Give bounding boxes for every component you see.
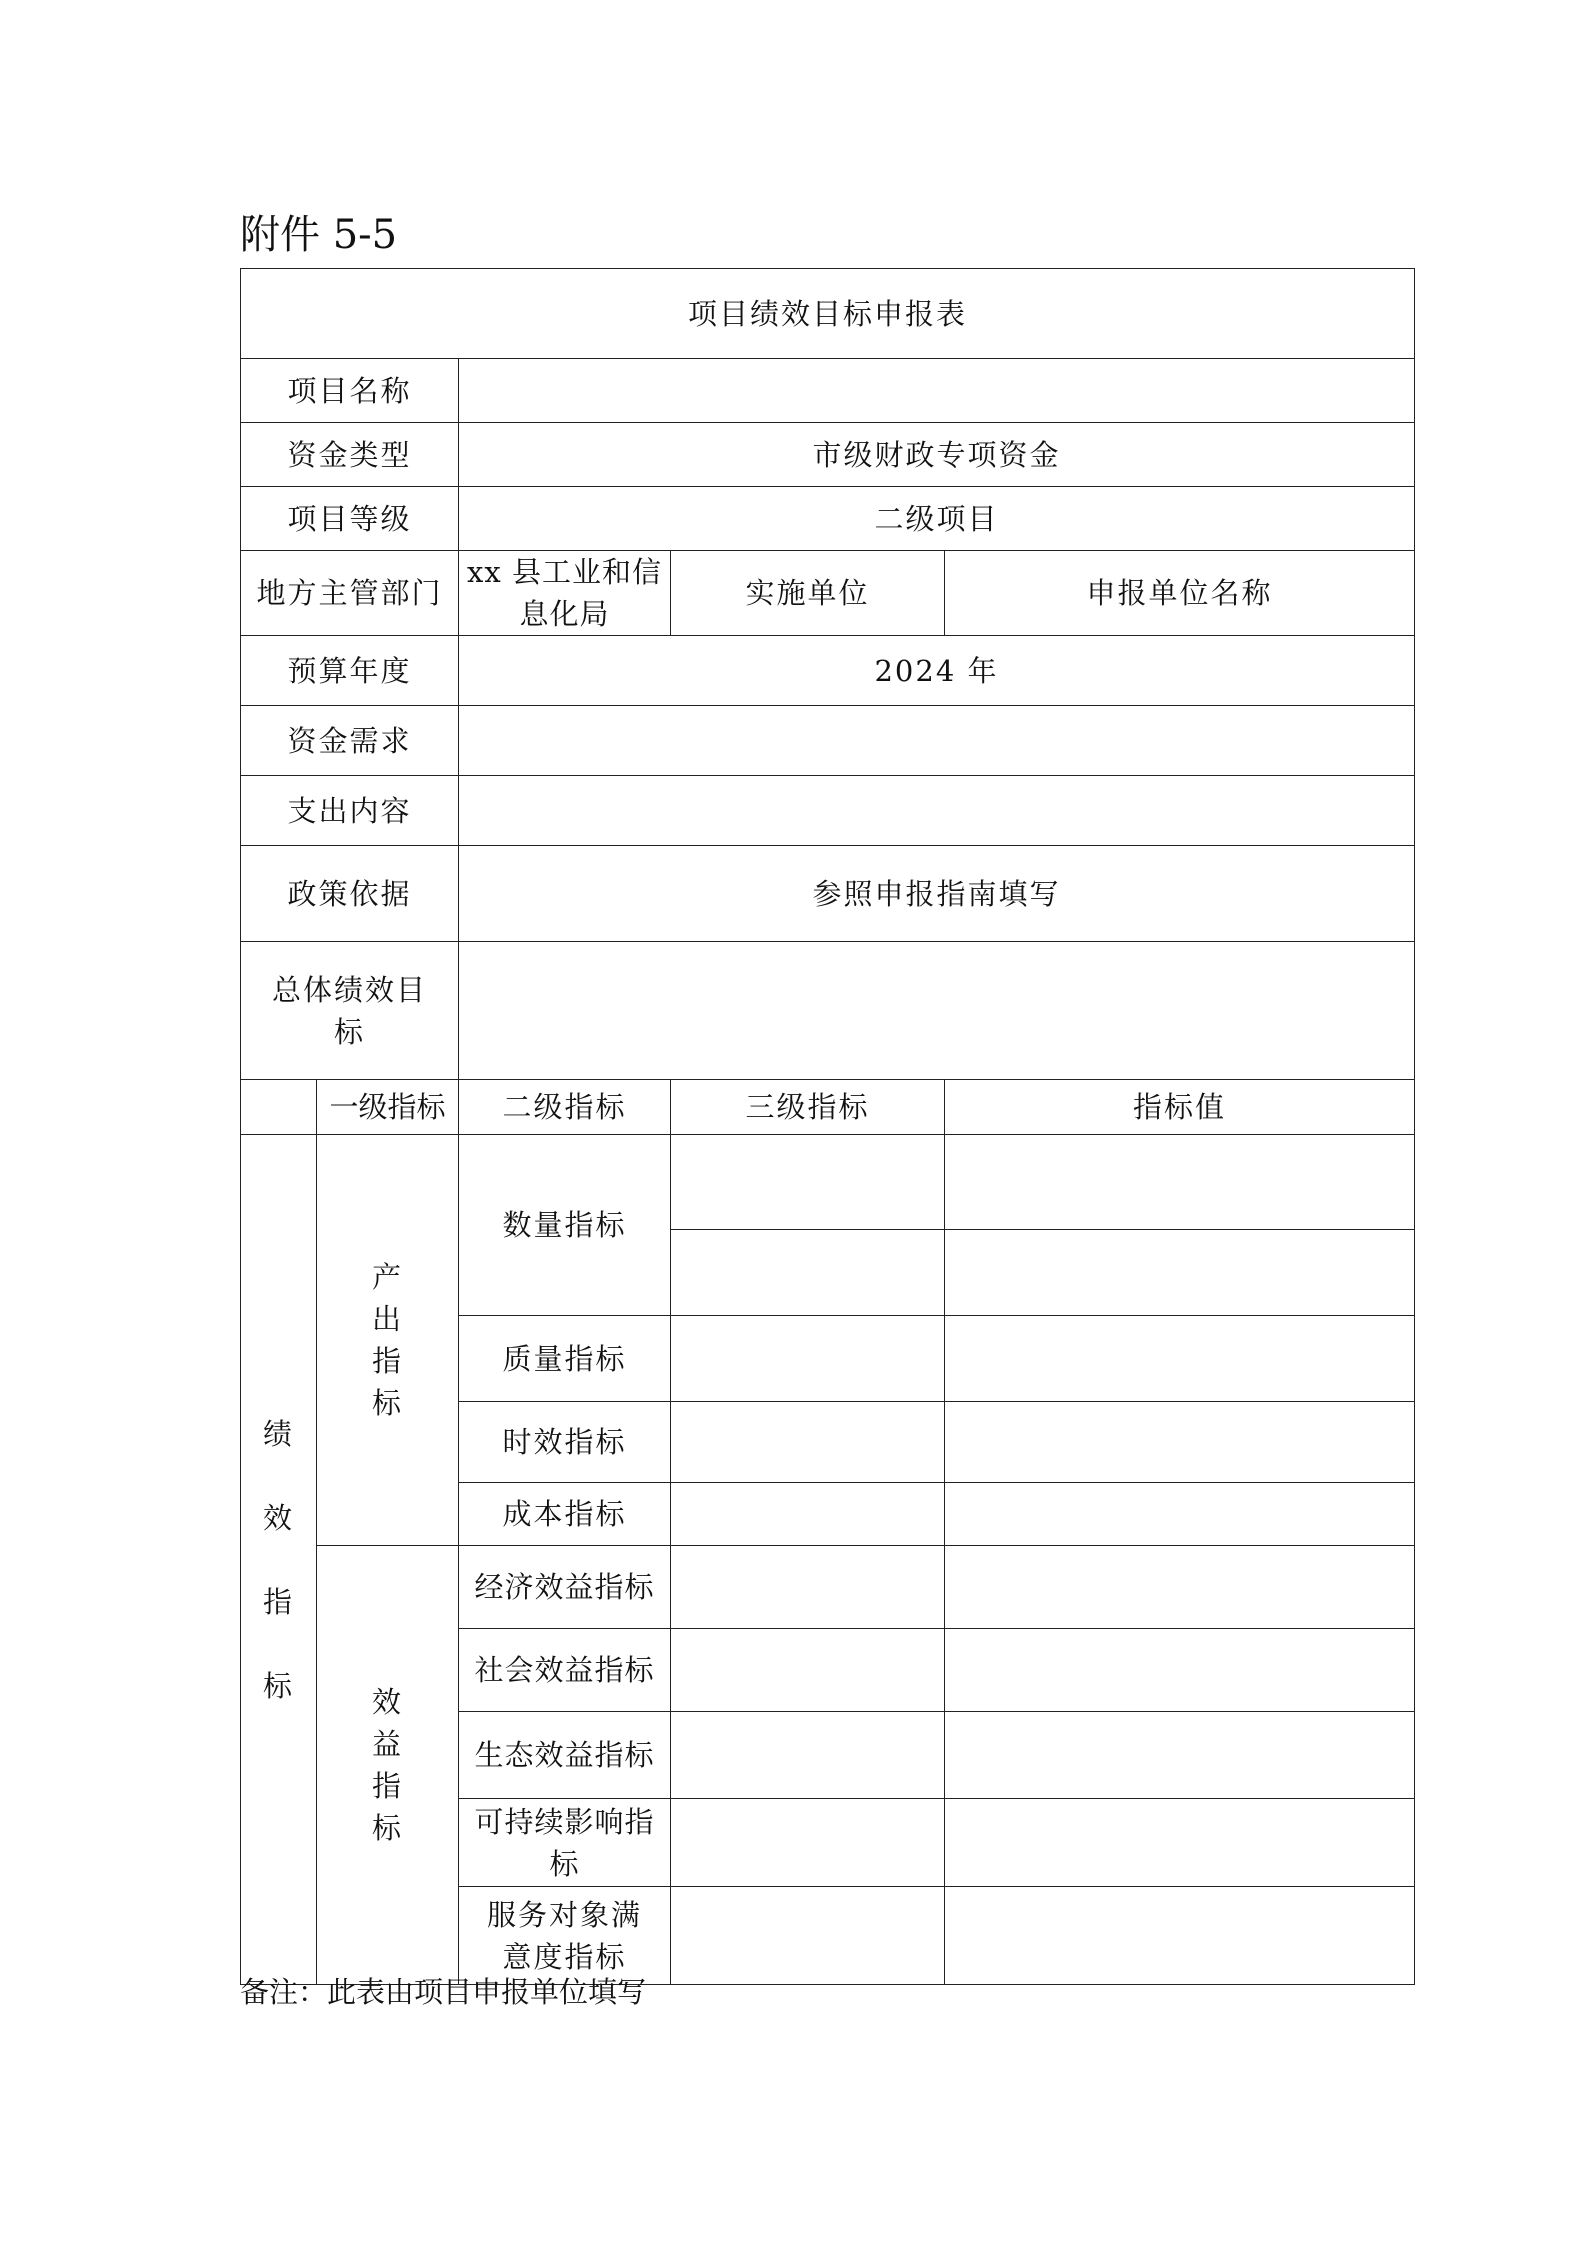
project-level-label: 项目等级: [241, 487, 459, 551]
group-char: 标: [262, 1668, 294, 1703]
col-header-value: 指标值: [945, 1080, 1415, 1135]
social-indicator-label: 社会效益指标: [459, 1629, 671, 1712]
benefit-indicator-group: [317, 1546, 459, 1985]
level3-cell[interactable]: [671, 1712, 945, 1799]
policy-field[interactable]: 参照申报指南填写: [459, 846, 1415, 942]
budget-year-label: 预算年度: [241, 636, 459, 706]
header-blank: [241, 1080, 317, 1135]
attachment-number: 附件 5-5: [240, 212, 398, 258]
value-cell[interactable]: [945, 1135, 1415, 1230]
overall-goal-label: 总体绩效目标: [241, 942, 459, 1080]
benefit-char: 指: [371, 1769, 403, 1803]
ecological-indicator-label: 生态效益指标: [459, 1712, 671, 1799]
performance-indicator-group: [241, 1135, 317, 1985]
value-cell[interactable]: [945, 1546, 1415, 1629]
sustainability-indicator-label: 可持续影响指标: [459, 1799, 671, 1887]
satisfaction-indicator-label: 服务对象满意度指标: [459, 1887, 671, 1985]
project-name-field[interactable]: [459, 359, 1415, 423]
cost-indicator-label: 成本指标: [459, 1483, 671, 1546]
output-char: 出: [371, 1302, 403, 1336]
budget-year-field[interactable]: 2024 年: [459, 636, 1415, 706]
quantity-indicator-label: 数量指标: [459, 1135, 671, 1316]
fund-demand-label: 资金需求: [241, 706, 459, 776]
expense-field[interactable]: [459, 776, 1415, 846]
project-level-field[interactable]: 二级项目: [459, 487, 1415, 551]
fund-demand-field[interactable]: [459, 706, 1415, 776]
level3-cell[interactable]: [671, 1887, 945, 1985]
level3-cell[interactable]: [671, 1546, 945, 1629]
col-header-level1: 一级指标: [317, 1080, 459, 1135]
level3-cell[interactable]: [671, 1316, 945, 1402]
output-char: 标: [371, 1386, 403, 1420]
form-title: 项目绩效目标申报表: [241, 269, 1415, 359]
value-cell[interactable]: [945, 1629, 1415, 1712]
value-cell[interactable]: [945, 1483, 1415, 1546]
output-char: 产: [371, 1260, 403, 1294]
level3-cell[interactable]: [671, 1402, 945, 1483]
group-char: 指: [262, 1584, 294, 1619]
benefit-char: 效: [371, 1685, 403, 1719]
col-header-level2: 二级指标: [459, 1080, 671, 1135]
quality-indicator-label: 质量指标: [459, 1316, 671, 1402]
impl-unit-label: 实施单位: [671, 551, 945, 636]
value-cell[interactable]: [945, 1230, 1415, 1316]
project-name-label: 项目名称: [241, 359, 459, 423]
overall-goal-field[interactable]: [459, 942, 1415, 1080]
value-cell[interactable]: [945, 1712, 1415, 1799]
output-char: 指: [371, 1344, 403, 1378]
group-char: 绩: [262, 1416, 294, 1451]
fund-type-label: 资金类型: [241, 423, 459, 487]
output-indicator-group: [317, 1135, 459, 1546]
benefit-char: 益: [371, 1727, 403, 1761]
value-cell[interactable]: [945, 1316, 1415, 1402]
footnote: 备注：此表由项目申报单位填写: [240, 1975, 647, 2009]
expense-label: 支出内容: [241, 776, 459, 846]
benefit-char: 标: [371, 1811, 403, 1845]
group-char: 效: [262, 1500, 294, 1535]
impl-unit-field[interactable]: 申报单位名称: [945, 551, 1415, 636]
level3-cell[interactable]: [671, 1135, 945, 1230]
level3-cell[interactable]: [671, 1483, 945, 1546]
economic-indicator-label: 经济效益指标: [459, 1546, 671, 1629]
value-cell[interactable]: [945, 1799, 1415, 1887]
value-cell[interactable]: [945, 1887, 1415, 1985]
dept-label: 地方主管部门: [241, 551, 459, 636]
fund-type-field[interactable]: 市级财政专项资金: [459, 423, 1415, 487]
performance-goal-form: [240, 268, 1415, 1985]
value-cell[interactable]: [945, 1402, 1415, 1483]
policy-label: 政策依据: [241, 846, 459, 942]
level3-cell[interactable]: [671, 1629, 945, 1712]
dept-field[interactable]: xx 县工业和信息化局: [459, 551, 671, 636]
timeliness-indicator-label: 时效指标: [459, 1402, 671, 1483]
level3-cell[interactable]: [671, 1799, 945, 1887]
col-header-level3: 三级指标: [671, 1080, 945, 1135]
level3-cell[interactable]: [671, 1230, 945, 1316]
